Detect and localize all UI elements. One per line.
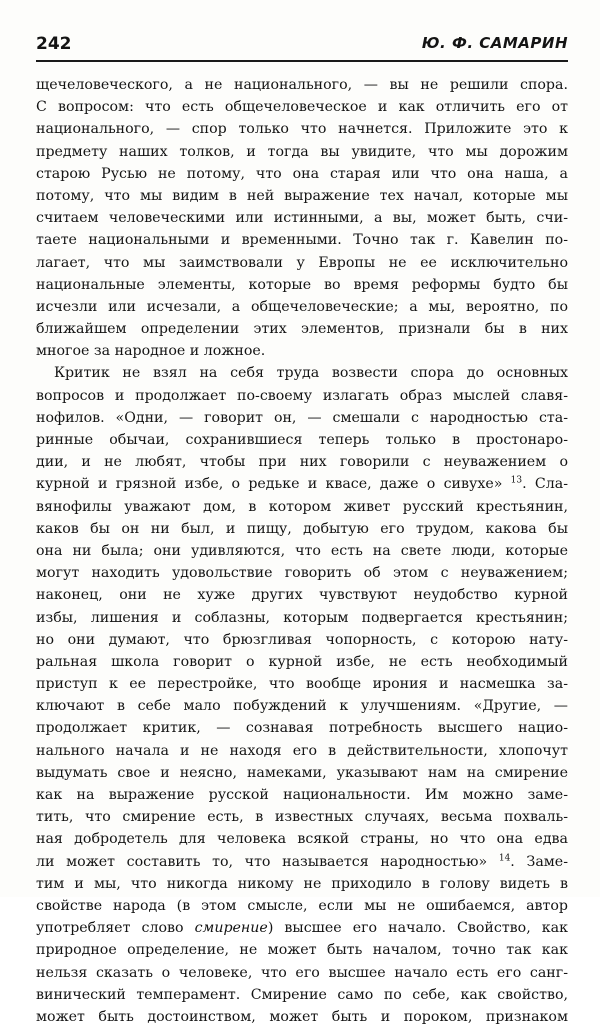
text-line: природное определение, не может быть началом, точно так как [36, 942, 568, 959]
text-line: может быть достоинством, может быть и пороком, признаком [36, 1008, 568, 1025]
text-line: национальные элементы, которые во время реформы будто бы [36, 276, 568, 293]
footnote-ref-13: 13 [510, 475, 523, 486]
text-line: национального, — спор только что начнется. Приложите это к [36, 121, 568, 138]
text-line: нельзя сказать о человеке, что его высшее начало есть его санг- [36, 964, 568, 981]
text-line: ключают в себе мало побуждений к улучшениям. «Другие, — [36, 698, 568, 715]
text-line: ная добродетель для человека всякой страны, но что она едва [36, 831, 568, 848]
text-segment: ) высшее его начало. Свойство, как [267, 920, 568, 937]
text-line: предмету наших толков, и тогда вы увидите, что мы дорожим [36, 143, 568, 160]
text-line: избы, лишения и соблазны, которым подвергается крестьянин; [36, 609, 568, 626]
text-line: винический темперамент. Смирение само по себе, как свойство, [36, 986, 568, 1003]
header-rule [36, 60, 568, 62]
text-line: щечеловеческого, а не национального, — вы не решили спора. [36, 77, 568, 93]
emphasized-word: смирение [194, 920, 268, 937]
text-segment: ли может составить то, что называется народностью» [36, 853, 488, 870]
text-line: Критик не взял на себя труда возвести спора до основных [54, 365, 568, 382]
text-line-with-emphasis [36, 917, 568, 939]
text-line: тим и мы, что никогда никому не приходило в голову видеть в [36, 875, 568, 892]
text-line: свойстве народа (в этом смысле, если мы не ошибаемся, автор [36, 897, 568, 914]
text-line: как на выражение русской национальности. Им можно заме- [36, 787, 568, 803]
text-line: таете национальными и временными. Точно так г. Кавелин по- [36, 232, 568, 249]
body-text [36, 74, 568, 1028]
text-line: тить, что смирение есть, в известных случаях, весьма похваль- [36, 809, 568, 826]
text-line-with-footnote [36, 851, 568, 873]
text-line: ральная школа говорит о курной избе, не есть необходимый [36, 653, 568, 670]
text-line: старою Русью не потому, что она старая или что она наша, а [36, 165, 568, 182]
text-line: дии, и не любят, чтобы при них говорили с неуважением о [36, 454, 568, 471]
text-line: ближайшем определении этих элементов, признали бы в них [36, 321, 568, 338]
text-line: исчезли или исчезали, а общечеловеческие; а мы, вероятно, по [36, 298, 568, 315]
page-number: 242 [36, 34, 72, 54]
text-line: выдумать свое и неясно, намеками, указывают нам на смирение [36, 764, 568, 781]
text-line: вопросов и продолжает по-своему излагать образ мыслей славя- [36, 387, 568, 404]
text-line: могут находить удовольствие говорить об этом с неуважением; [36, 565, 568, 582]
text-line: многое за народное и ложное. [36, 343, 266, 360]
text-line-with-footnote [36, 473, 568, 495]
text-line: приступ к ее перестройке, что вообще ирония и насмешка за- [36, 676, 568, 693]
text-segment: курной и грязной избе, о редьке и квасе, даже о сивухе» [36, 476, 503, 493]
page-header [36, 34, 568, 56]
text-segment: . Сла- [522, 476, 568, 493]
text-line: ринные обычаи, сохранившиеся теперь только в простонаро- [36, 432, 568, 448]
text-line: она ни была; они удивляются, что есть на свете люди, которые [36, 542, 568, 559]
text-line: нального начала и не находя его в действительности, хлопочут [36, 742, 568, 759]
footnote-ref-14: 14 [498, 852, 511, 863]
text-segment: употребляет слово [36, 920, 184, 937]
text-line: но они думают, что брюзгливая чопорность, с которою нату- [36, 631, 568, 648]
text-line: каков бы он ни был, и пищу, добытую его трудом, какова бы [36, 520, 568, 537]
text-line: нофилов. «Одни, — говорит он, — смешали с народностью ста- [36, 409, 568, 426]
text-line: наконец, они не хуже других чувствуют неудобство курной [36, 587, 568, 604]
text-line: С вопросом: что есть общечеловеческое и как отличить его от [36, 99, 568, 116]
text-line: вянофилы уважают дом, в котором живет русский крестьянин, [36, 498, 568, 515]
text-segment: . Заме- [510, 853, 568, 870]
text-line: лагает, что мы заимствовали у Европы не ее исключительно [36, 254, 568, 271]
text-line: продолжает критик, — сознавая потребность высшего нацио- [36, 720, 568, 737]
running-head: Ю. Ф. САМАРИН [421, 34, 568, 52]
text-line: считаем человеческими или истинными, а вы, может быть, счи- [36, 210, 568, 227]
text-line: потому, что мы видим в ней выражение тех начал, которые мы [36, 187, 568, 204]
